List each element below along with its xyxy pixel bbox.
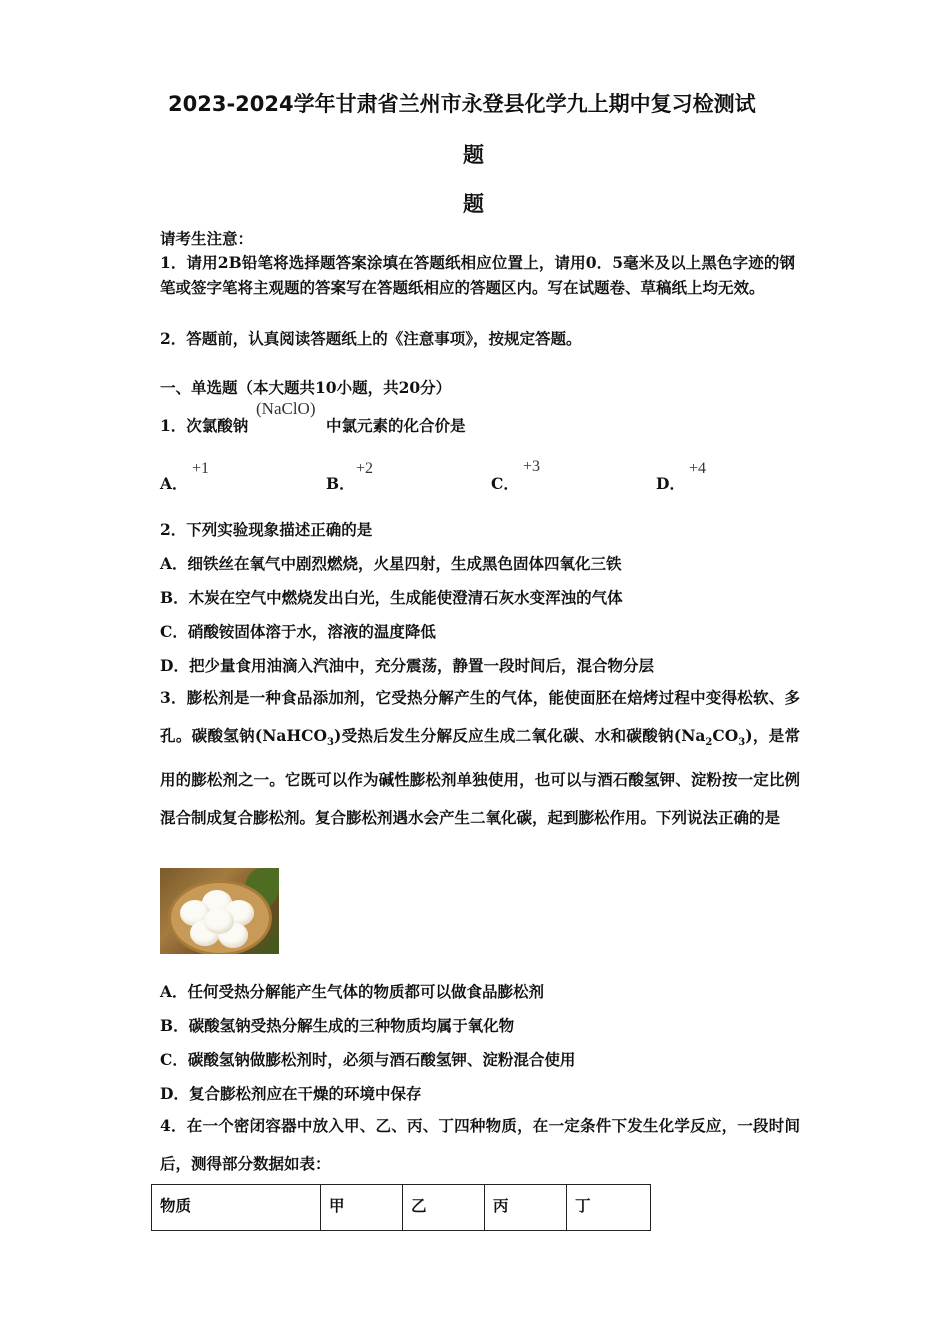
steamed-buns-image [160, 868, 279, 954]
q3-option-a: A．任何受热分解能产生气体的物质都可以做食品膨松剂 [160, 982, 545, 1001]
page-title-line2: 题 [463, 143, 484, 167]
notice-heading: 请考生注意： [160, 229, 254, 248]
table-header-cell: 甲 [321, 1185, 403, 1231]
q3-stem: 3．膨松剂是一种食品添加剂，它受热分解产生的气体，能使面胚在焙烤过程中变得松软、多孔。碳酸氢钠(NaHCO$_3$)受热后发生分解反应生成二氧化碳、水和碳酸钠$(Na_2CO_3)$，是常用的膨松剂之一。它既可以作为碱性膨松剂单独使用，也可以与酒石酸氢钾、淀粉按一定比例混合制成复合膨松剂。复合膨松剂遇水会产生二氧化碳，起到膨松作用。下列说法正确的是 [160, 688, 800, 827]
notice-item-2: 2．答题前，认真阅读答题纸上的《注意事项》，按规定答题。 [160, 329, 582, 348]
q1-stem-start: 1．次氯酸钠 [160, 416, 249, 435]
q1-stem-end: 中氯元素的化合价是 [326, 416, 466, 435]
q2-option-c: C．硝酸铵固体溶于水，溶液的温度降低 [160, 622, 436, 641]
page-title-line3: 题 [463, 192, 484, 216]
section-heading: 一、单选题（本大题共10小题，共20分） [160, 378, 452, 397]
q1-option-b-value: +2 [356, 460, 374, 477]
q1-option-c-label: C． [491, 474, 519, 493]
table-header-cell: 丁 [567, 1185, 651, 1231]
q1-option-c-value: +3 [523, 458, 541, 475]
table-header-cell: 乙 [403, 1185, 485, 1231]
q2-option-b: B．木炭在空气中燃烧发出白光，生成能使澄清石灰水变浑浊的气体 [160, 588, 623, 607]
q1-option-d-value: +4 [689, 460, 707, 477]
q2-option-a: A．细铁丝在氧气中剧烈燃烧，火星四射，生成黑色固体四氧化三铁 [160, 554, 622, 573]
q4-data-table [151, 1184, 651, 1231]
q1-option-d-label: D． [656, 474, 685, 493]
table-header-cell: 丙 [485, 1185, 567, 1231]
page-title-line1: 2023-2024学年甘肃省兰州市永登县化学九上期中复习检测试 [168, 92, 756, 116]
q2-stem: 2．下列实验现象描述正确的是 [160, 520, 373, 539]
q3-option-c: C．碳酸氢钠做膨松剂时，必须与酒石酸氢钾、淀粉混合使用 [160, 1050, 576, 1069]
notice-item-1: 1．请用2B铅笔将选择题答案涂填在答题纸相应位置上，请用0．5毫米及以上黑色字迹的钢笔或签字笔将主观题的答案写在答题纸相应的答题区内。写在试题卷、草稿纸上均无效。 [160, 253, 795, 297]
q4-stem: 4．在一个密闭容器中放入甲、乙、丙、丁四种物质，在一定条件下发生化学反应，一段时间后，测得部分数据如表： [160, 1116, 800, 1173]
q3-option-b: B．碳酸氢钠受热分解生成的三种物质均属于氧化物 [160, 1016, 515, 1035]
q1-option-a-label: A． [160, 474, 188, 493]
table-header-cell: 物质 [152, 1185, 321, 1231]
q1-option-a-value: +1 [192, 460, 210, 477]
table-row [152, 1185, 651, 1231]
q3-option-d: D．复合膨松剂应在干燥的环境中保存 [160, 1084, 422, 1103]
q1-option-b-label: B． [326, 474, 355, 493]
q2-option-d: D．把少量食用油滴入汽油中，充分震荡，静置一段时间后，混合物分层 [160, 656, 654, 675]
q1-formula: (NaClO) [256, 399, 316, 418]
